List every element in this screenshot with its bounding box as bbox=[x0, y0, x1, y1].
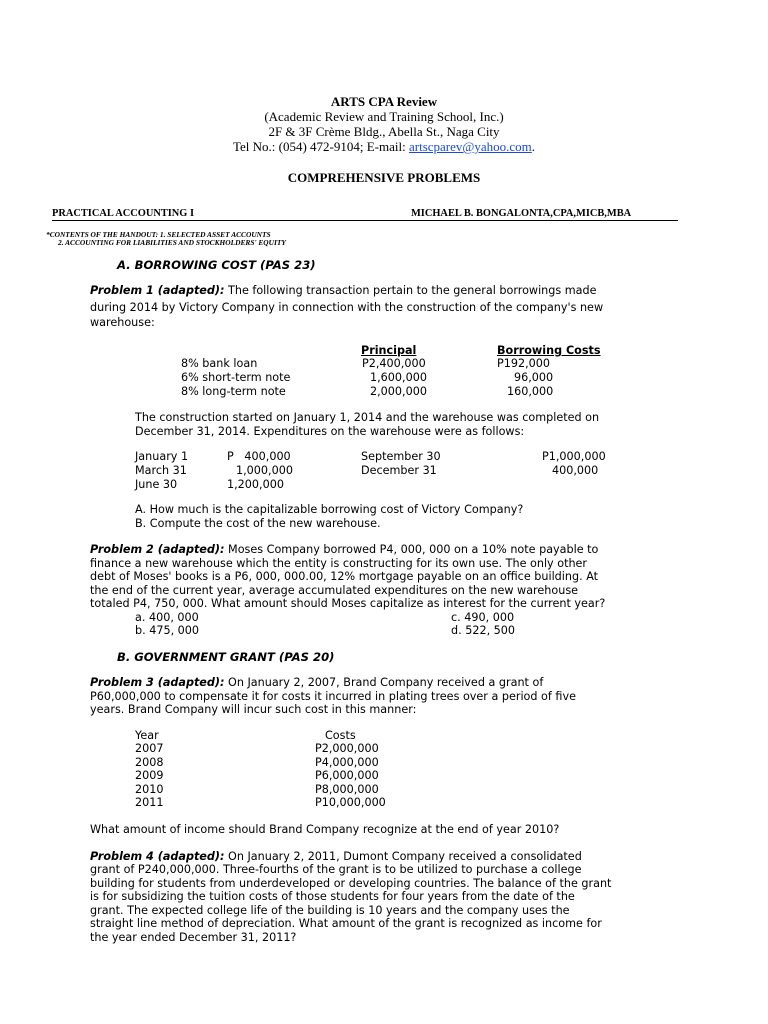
p3-row-cost: P4,000,000 bbox=[315, 756, 379, 769]
exp-amount: 1,200,000 bbox=[227, 478, 284, 491]
p3-row-cost: P2,000,000 bbox=[315, 742, 379, 755]
p4-line-7: the year ended December 31, 2011? bbox=[90, 931, 297, 944]
exp-amount: P 400,000 bbox=[227, 450, 291, 463]
p1-line-3: warehouse: bbox=[90, 316, 155, 329]
p2-line-4: the end of the current year, average accumulated expenditures on the new warehouse bbox=[90, 584, 579, 597]
p4-line-3: building for students from underdeveloped or developing countries. The balance of the grant bbox=[90, 877, 612, 890]
exp-date: March 31 bbox=[135, 464, 187, 477]
p1-question-a: A. How much is the capitalizable borrowing cost of Victory Company? bbox=[135, 503, 524, 516]
section-b-heading: B. GOVERNMENT GRANT (PAS 20) bbox=[117, 650, 335, 664]
p1-label: Problem 1 (adapted): bbox=[90, 284, 225, 297]
p1-line-1 bbox=[90, 284, 597, 297]
p3-line-2: P60,000,000 to compensate it for costs it incurred in plating trees over a period of five bbox=[90, 690, 576, 703]
p2-choice-a: a. 400, 000 bbox=[135, 611, 199, 624]
p3-row-cost: P8,000,000 bbox=[315, 783, 379, 796]
p4-line-5: grant. The expected college life of the building is 10 years and the company uses the bbox=[90, 904, 570, 917]
loan-cost: 96,000 bbox=[514, 371, 554, 384]
p2-label: Problem 2 (adapted): bbox=[90, 543, 225, 556]
exp-date: January 1 bbox=[135, 450, 189, 463]
org-address: 2F & 3F Crème Bldg., Abella St., Naga City bbox=[268, 124, 500, 139]
p2-line-1 bbox=[90, 543, 598, 556]
p2-text-1: Moses Company borrowed P4, 000, 000 on a 10% note payable to bbox=[224, 543, 599, 556]
loan-name: 6% short-term note bbox=[181, 371, 291, 384]
exp-amount-2: 400,000 bbox=[552, 464, 599, 477]
p3-row-year: 2010 bbox=[135, 783, 164, 796]
p3-row-year: 2008 bbox=[135, 756, 164, 769]
p3-row-year: 2011 bbox=[135, 796, 164, 809]
page-title: COMPREHENSIVE PROBLEMS bbox=[287, 170, 481, 185]
p4-text-1: On January 2, 2011, Dumont Company received a consolidated bbox=[224, 850, 582, 863]
p1-text-1: The following transaction pertain to the general borrowings made bbox=[224, 284, 597, 297]
p2-choice-d: d. 522, 500 bbox=[451, 624, 516, 637]
loan-principal: P2,400,000 bbox=[362, 357, 426, 370]
course-title: PRACTICAL ACCOUNTING I bbox=[52, 208, 195, 219]
exp-amount: 1,000,000 bbox=[236, 464, 293, 477]
p3-row-cost: P10,000,000 bbox=[315, 796, 386, 809]
p1-line-2: during 2014 by Victory Company in connection with the construction of the company's new bbox=[90, 301, 604, 314]
loan-name: 8% long-term note bbox=[181, 385, 286, 398]
p4-line-4: is for subsidizing the tuition costs of those students for four years from the date of the bbox=[90, 890, 575, 903]
loan-name: 8% bank loan bbox=[181, 357, 258, 370]
p1-question-b: B. Compute the cost of the new warehouse. bbox=[135, 517, 381, 530]
p3-label: Problem 3 (adapted): bbox=[90, 676, 225, 689]
loan-principal: 2,000,000 bbox=[370, 385, 427, 398]
section-a-heading: A. BORROWING COST (PAS 23) bbox=[117, 258, 316, 272]
p4-line-6: straight line method of depreciation. What amount of the grant is recognized as income for bbox=[90, 917, 602, 930]
tel-suffix: . bbox=[531, 139, 536, 154]
p3-col-year: Year bbox=[135, 729, 159, 742]
p3-text-1: On January 2, 2007, Brand Company received a grant of bbox=[224, 676, 544, 689]
org-name: ARTS CPA Review bbox=[330, 94, 438, 109]
course-underline bbox=[52, 220, 678, 221]
tel-text: Tel No.: (054) 472-9104; E-mail: bbox=[232, 139, 409, 154]
p4-label: Problem 4 (adapted): bbox=[90, 850, 225, 863]
p4-line-1 bbox=[90, 850, 582, 863]
exp-date: June 30 bbox=[135, 478, 178, 491]
p3-row-cost: P6,000,000 bbox=[315, 769, 379, 782]
p4-line-2: grant of P240,000,000. Three-fourths of the grant is to be utilized to purchase a college bbox=[90, 863, 582, 876]
p1-para-2: December 31, 2014. Expenditures on the warehouse were as follows: bbox=[135, 425, 525, 438]
org-contact bbox=[0, 139, 768, 155]
p2-choice-b: b. 475, 000 bbox=[135, 624, 200, 637]
p3-row-year: 2007 bbox=[135, 742, 164, 755]
p3-row-year: 2009 bbox=[135, 769, 164, 782]
p2-line-2: finance a new warehouse which the entity is constructing for its own use. The only other bbox=[90, 557, 588, 570]
p3-question: What amount of income should Brand Company recognize at the end of year 2010? bbox=[90, 823, 560, 836]
email-link[interactable]: artscparev@yahoo.com bbox=[408, 139, 532, 154]
p3-col-costs: Costs bbox=[325, 729, 356, 742]
p1-col-borrowing: Borrowing Costs bbox=[497, 344, 601, 357]
exp-date-2: December 31 bbox=[361, 464, 437, 477]
instructor-name: MICHAEL B. BONGALONTA,CPA,MICB,MBA bbox=[411, 208, 632, 219]
p3-line-3: years. Brand Company will incur such cost in this manner: bbox=[90, 703, 417, 716]
exp-date-2: September 30 bbox=[361, 450, 441, 463]
exp-amount-2: P1,000,000 bbox=[542, 450, 606, 463]
loan-principal: 1,600,000 bbox=[370, 371, 427, 384]
contents-line-2: 2. ACCOUNTING FOR LIABILITIES AND STOCKHOLDERS' EQUITY bbox=[58, 238, 286, 247]
p3-line-1 bbox=[90, 676, 543, 689]
loan-cost: 160,000 bbox=[507, 385, 554, 398]
p1-col-principal: Principal bbox=[361, 344, 417, 357]
p2-line-3: debt of Moses' books is a P6, 000, 000.00, 12% mortgage payable on an office building. At bbox=[90, 570, 599, 583]
p2-line-5: totaled P4, 750, 000. What amount should Moses capitalize as interest for the current year? bbox=[90, 597, 606, 610]
contents-line-1: *CONTENTS OF THE HANDOUT: 1. SELECTED ASSET ACCOUNTS bbox=[46, 230, 271, 239]
p2-choice-c: c. 490, 000 bbox=[451, 611, 515, 624]
org-subtitle: (Academic Review and Training School, Inc.) bbox=[264, 109, 504, 124]
p1-para-1: The construction started on January 1, 2014 and the warehouse was completed on bbox=[135, 411, 600, 424]
loan-cost: P192,000 bbox=[497, 357, 551, 370]
